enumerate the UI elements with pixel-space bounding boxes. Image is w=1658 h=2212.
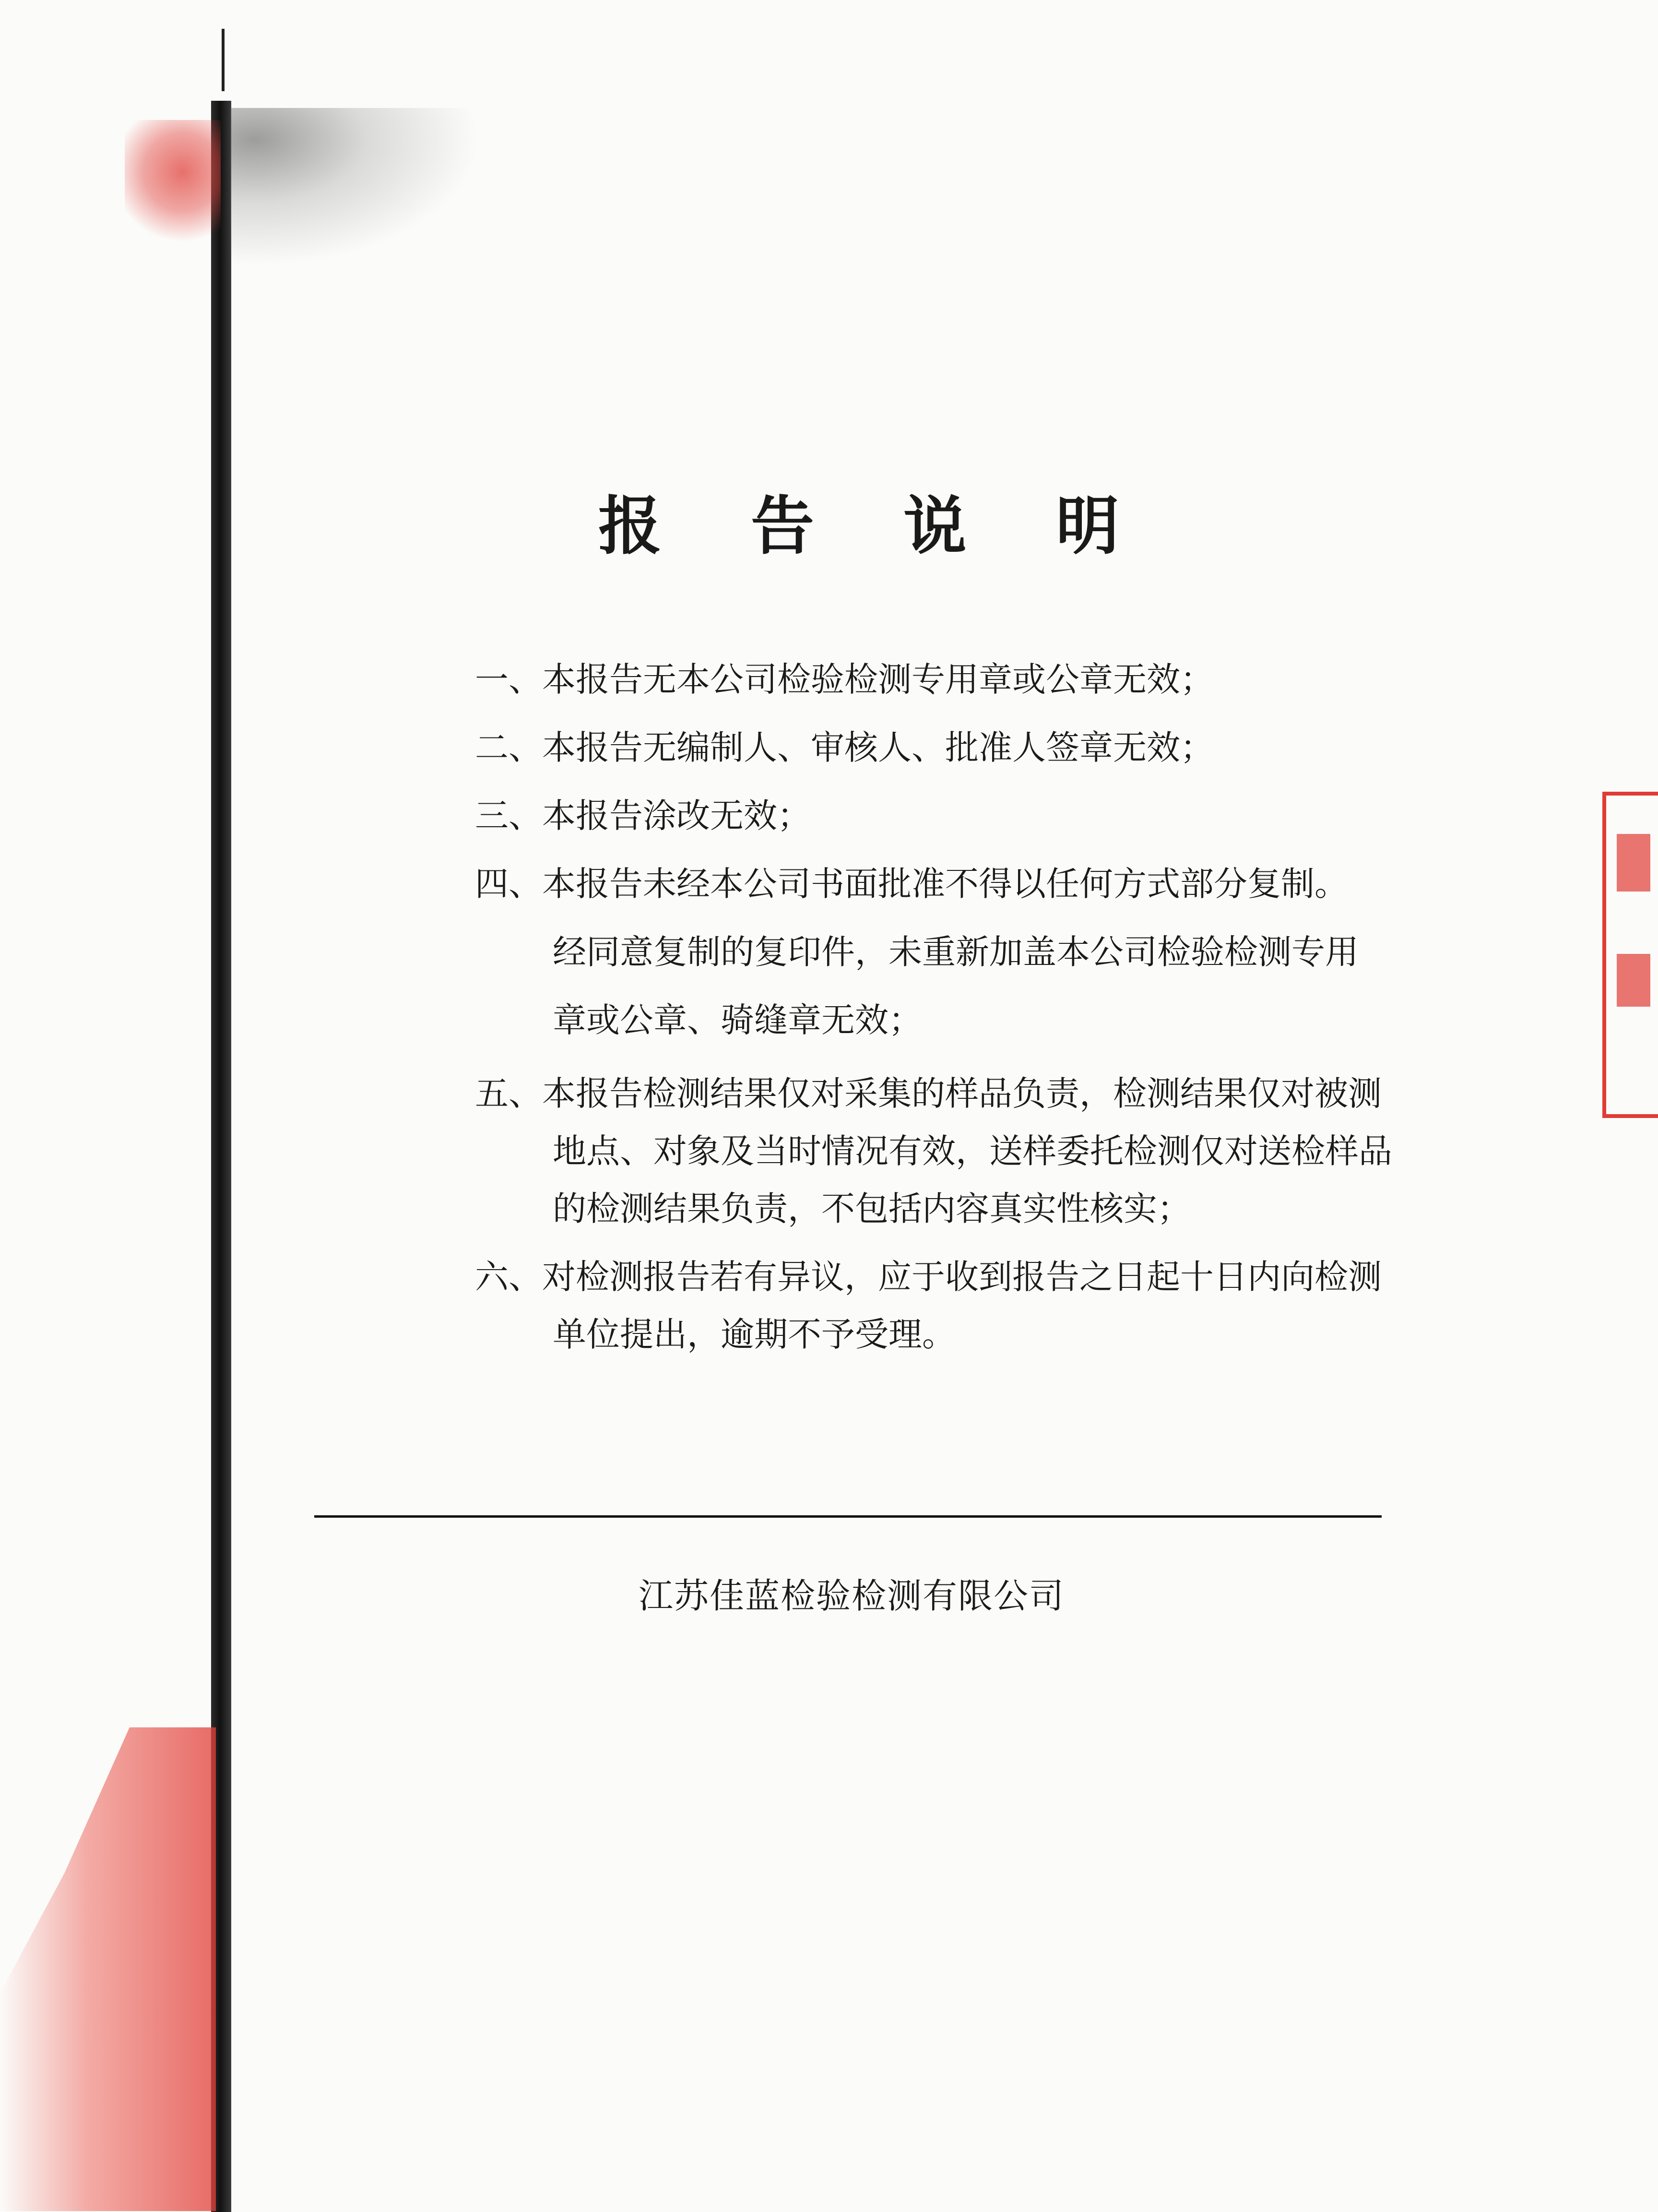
- note-line: 三、本报告涂改无效；: [475, 796, 811, 835]
- note-line: 二、本报告无编制人、审核人、批准人签章无效；: [475, 728, 1214, 767]
- company-name: 江苏佳蓝检验检测有限公司: [638, 1576, 1065, 1616]
- note-line: 一、本报告无本公司检验检测专用章或公章无效；: [475, 660, 1214, 699]
- note-line: 单位提出，逾期不予受理。: [553, 1315, 956, 1354]
- note-line: 地点、对象及当时情况有效，送样委托检测仅对送检样品: [553, 1131, 1392, 1171]
- report-notes: [475, 645, 1473, 1363]
- page-title: 报 告 说 明: [598, 489, 1153, 563]
- scan-smudge: [230, 108, 480, 266]
- seal-fragment-top-left: [125, 120, 221, 250]
- note-line: 四、本报告未经本公司书面批准不得以任何方式部分复制。: [475, 864, 1348, 904]
- note-line: 经同意复制的复印件，未重新加盖本公司检验检测专用: [553, 932, 1359, 972]
- note-line: 六、对检测报告若有异议，应于收到报告之日起十日内向检测: [475, 1257, 1382, 1296]
- divider: [314, 1515, 1382, 1518]
- note-line: 的检测结果负责，不包括内容真实性核实；: [553, 1189, 1191, 1228]
- seal-fragment-right: [1602, 792, 1658, 1118]
- note-line: 章或公章、骑缝章无效；: [553, 1000, 922, 1040]
- binding-top-line: [222, 29, 225, 91]
- note-line: 五、本报告检测结果仅对采集的样品负责，检测结果仅对被测: [475, 1074, 1382, 1113]
- seal-fragment-bottom-left: [0, 1727, 216, 2211]
